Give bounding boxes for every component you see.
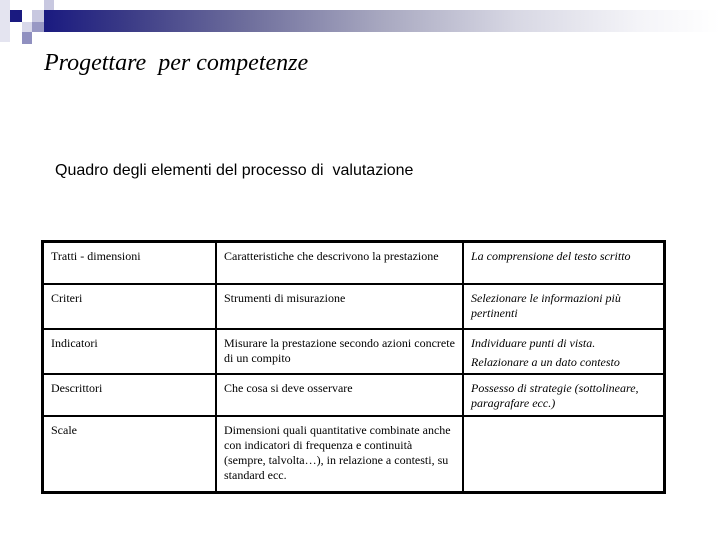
row-example (463, 242, 665, 285)
slide-subtitle: Quadro degli elementi del processo di valutazione (55, 162, 414, 179)
slide-title: Progettare per competenze (44, 50, 309, 76)
row-description: Dimensioni quali quantitative combinate anche con indicatori di frequenza e continuità (sempre, talvolta…), in relazione a contesti, su standard ecc. (216, 416, 463, 493)
row-example (463, 374, 665, 416)
row-description: Misurare la prestazione secondo azioni concrete di un compito (216, 329, 463, 374)
example-line: Possesso di strategie (sottolineare, paragrafare ecc.) (471, 381, 639, 410)
example-line: Individuare punti di vista. (471, 336, 596, 350)
row-label: Descrittori (43, 374, 217, 416)
row-label: Tratti - dimensioni (43, 242, 217, 285)
example-line: Selezionare le informazioni più pertinenti (471, 291, 621, 320)
table-row (43, 374, 665, 416)
row-label: Scale (43, 416, 217, 493)
row-label: Indicatori (43, 329, 217, 374)
table-row (43, 284, 665, 329)
row-example (463, 284, 665, 329)
row-example (463, 329, 665, 374)
header-gradient-bar (44, 10, 720, 32)
decorative-square (22, 22, 32, 32)
evaluation-elements-table (41, 240, 666, 494)
example-line: Relazionare a un dato contesto (471, 355, 620, 369)
row-description: Strumenti di misurazione (216, 284, 463, 329)
decorative-square (32, 10, 44, 22)
table-row (43, 416, 665, 493)
row-example (463, 416, 665, 493)
decorative-square (0, 0, 10, 42)
decorative-square (22, 32, 32, 44)
row-description: Che cosa si deve osservare (216, 374, 463, 416)
decorative-square (10, 10, 22, 22)
example-line: La comprensione del testo scritto (471, 249, 631, 263)
decorative-square (32, 22, 44, 32)
row-description: Caratteristiche che descrivono la prestazione (216, 242, 463, 285)
table-row (43, 329, 665, 374)
decorative-square (44, 0, 54, 10)
row-label: Criteri (43, 284, 217, 329)
table-row (43, 242, 665, 285)
